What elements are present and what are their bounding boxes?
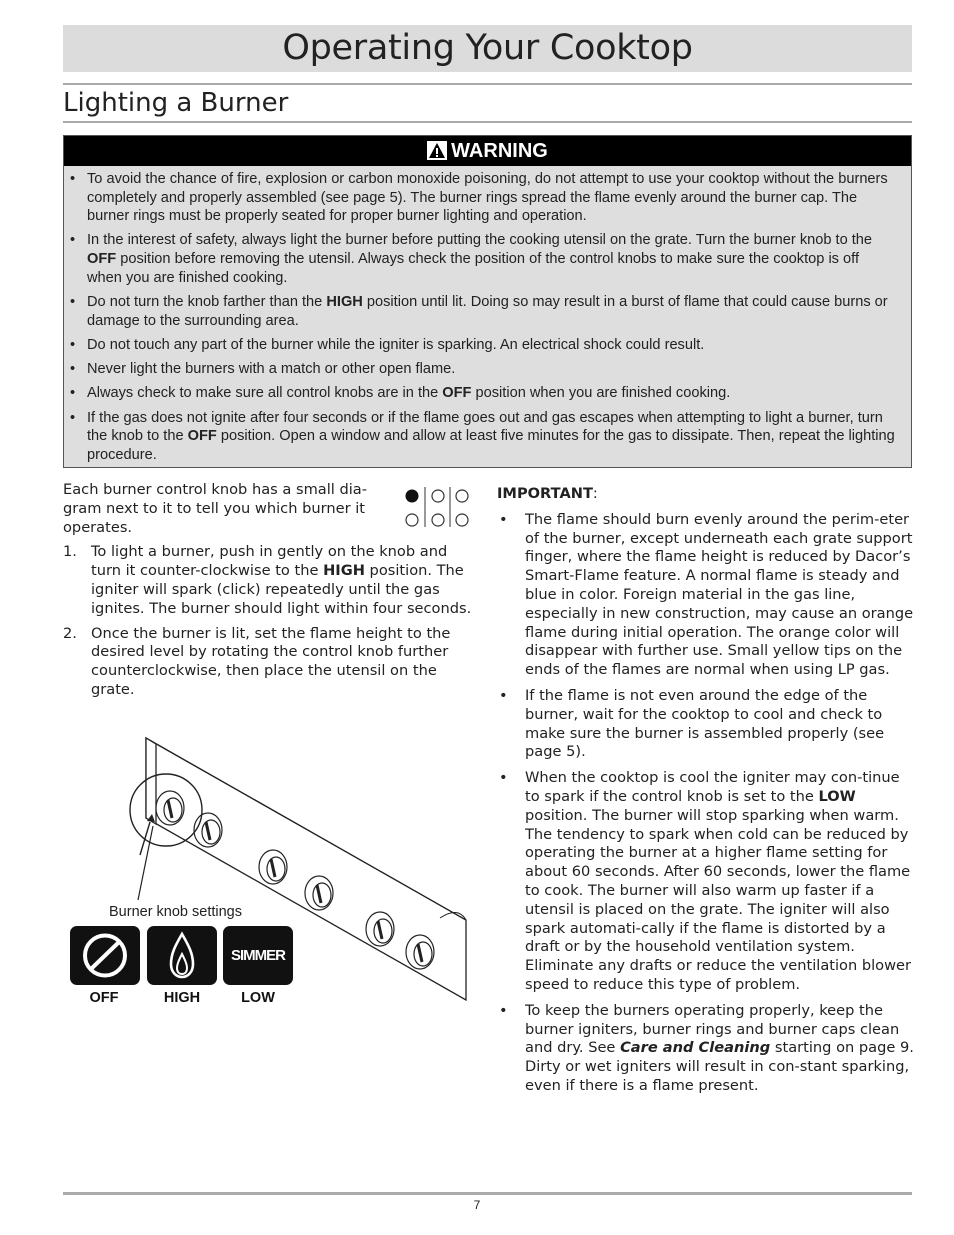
step-number: 2.	[63, 624, 77, 642]
warning-triangle-icon	[427, 139, 447, 169]
body-text: To avoid the chance of fire, explosion or carbon monoxide poisoning, do not attempt to use your cooktop without the burners completely and properly assembled (see page 5). The burner rings spread the flame evenly around the burner cap. The burner rings must be properly seated for proper burner lighting and operation.	[87, 171, 888, 225]
step-number: 1.	[63, 543, 77, 561]
burner-dot	[456, 490, 468, 502]
emphasis-text: OFF	[87, 251, 117, 268]
warning-item	[70, 336, 897, 355]
flame-icon	[147, 926, 217, 985]
body-text: position. Open a window and allow at least five minutes for the gas to dissipate. Then, repeat the lighting procedure.	[87, 428, 895, 463]
body-text: position before removing the utensil. Always check the position of the control knobs to make sure the cooktop is off when you are finished cooking.	[87, 251, 859, 286]
emphasis-text: OFF	[187, 428, 217, 445]
page-title: Operating Your Cooktop	[282, 28, 693, 68]
body-text: position. The igniter will spark (click) repeatedly until the gas ignites. The burner should light within four seconds.	[91, 562, 472, 617]
simmer-icon-text: SIMMER	[231, 947, 285, 964]
body-text: If the flame is not even around the edge of the burner, wait for the cooktop to cool and check to make sure the burner is assembled properly (see page 5).	[525, 686, 885, 761]
body-text: position when you are finished cooking.	[471, 385, 731, 402]
body-text: position. The burner will stop sparking when warm. The tendency to spark when cold can be reduced by operating the burner at a higher flame setting for about 60 seconds. After 60 seconds, lower the flame to cook. The burner will also warm up faster if a utensil is placed on the grate. The igniter will also spark automati-cally if the flame is distorted by a draft or by the household ventilation system. Eliminate any drafts or reduce the ventilation blower speed to reduce this type of problem.	[525, 806, 912, 993]
warning-heading: WARNING	[451, 140, 548, 162]
emphasis-text: OFF	[442, 385, 472, 402]
burner-position-diagram	[404, 486, 470, 528]
steps-list	[63, 543, 479, 699]
emphasis-text: LOW	[818, 787, 856, 805]
important-list	[497, 511, 915, 1096]
intro-line: operates.	[63, 518, 133, 536]
page-number: 7	[473, 1198, 481, 1212]
burner-knob-settings-label: Burner knob settings	[109, 904, 242, 920]
body-text: To keep the burners operating properly, keep the burner igniters, burner rings and burner caps clean and dry. See	[525, 1001, 900, 1057]
off-icon	[70, 926, 140, 985]
section-title: Lighting a Burner	[63, 88, 289, 118]
intro-line: gram next to it to tell you which burner it	[63, 499, 365, 517]
setting-label-high: HIGH	[163, 990, 201, 1006]
body-text: position until lit. Doing so may result in a burst of flame that could cause burns or damage to the surrounding area.	[87, 293, 888, 329]
important-item	[497, 769, 915, 995]
important-item	[497, 1002, 915, 1096]
body-text: To light a burner, push in gently on the knob and turn it counter-clockwise to the	[91, 543, 448, 580]
body-text: Do not touch any part of the burner while the igniter is sparking. An electrical shock could result.	[87, 336, 705, 353]
body-text: Do not turn the knob farther than the	[87, 293, 327, 310]
important-heading	[497, 485, 915, 504]
warning-header	[64, 136, 911, 166]
setting-label-off: OFF	[89, 990, 119, 1006]
body-text: When the cooktop is cool the igniter may con-tinue to spark if the control knob is set to the	[525, 769, 900, 805]
body-text: The flame should burn evenly around the perim-eter of the burner, except underneath each grate support finger, where the flame height is reduced by Dacor’s Smart-Flame feature. A normal flame is steady and blue in color. Foreign material in the gas line, especially in new construction, may cause an orange flame during initial operation. The orange color will disappear with further use. Small yellow tips on the ends of the flames are normal when using LP gas.	[525, 510, 914, 679]
step-item	[63, 543, 479, 618]
burner-dot	[406, 514, 418, 526]
warning-item	[70, 170, 897, 226]
intro-paragraph	[63, 481, 393, 537]
warning-item	[70, 231, 897, 287]
burner-dot	[432, 490, 444, 502]
warning-item	[70, 293, 897, 330]
footer-rule	[63, 1192, 912, 1195]
section-rule	[63, 121, 912, 123]
body-text: In the interest of safety, always light the burner before putting the cooking utensil on the grate. Turn the burner knob to the	[87, 232, 873, 249]
warning-item	[70, 384, 897, 403]
body-text: starting on page 9. Dirty or wet igniters will result in con-stant sparking, even if there is a flame present.	[525, 1039, 914, 1094]
warning-item	[70, 360, 897, 379]
body-text: Never light the burners with a match or other open flame.	[87, 361, 456, 378]
important-colon: :	[592, 485, 598, 502]
important-item	[497, 511, 915, 680]
warning-list	[64, 166, 911, 464]
emphasis-text: HIGH	[326, 293, 363, 310]
warning-item	[70, 409, 897, 465]
important-item	[497, 687, 915, 762]
title-bar	[63, 25, 912, 72]
right-column	[497, 485, 915, 1103]
burner-dot	[456, 514, 468, 526]
emphasis-text: HIGH	[323, 562, 365, 580]
body-text: If the gas does not ignite after four seconds or if the flame goes out and gas escapes when attempting to light a burner, turn the knob to the	[87, 409, 883, 445]
body-text: Once the burner is lit, set the flame height to the desired level by rotating the control knob further counterclockwise, then place the utensil on the grate.	[91, 624, 451, 698]
warning-box	[63, 135, 912, 468]
title-rule	[63, 83, 912, 85]
important-label: IMPORTANT	[497, 485, 593, 502]
emphasis-text: Care and Cleaning	[620, 1039, 771, 1057]
simmer-icon	[223, 926, 293, 985]
burner-dot-active	[406, 490, 418, 502]
burner-dot	[432, 514, 444, 526]
body-text: Always check to make sure all control knobs are in the	[87, 385, 443, 402]
setting-label-low: LOW	[241, 990, 275, 1006]
step-item	[63, 625, 479, 700]
intro-line: Each burner control knob has a small dia-	[63, 481, 368, 498]
